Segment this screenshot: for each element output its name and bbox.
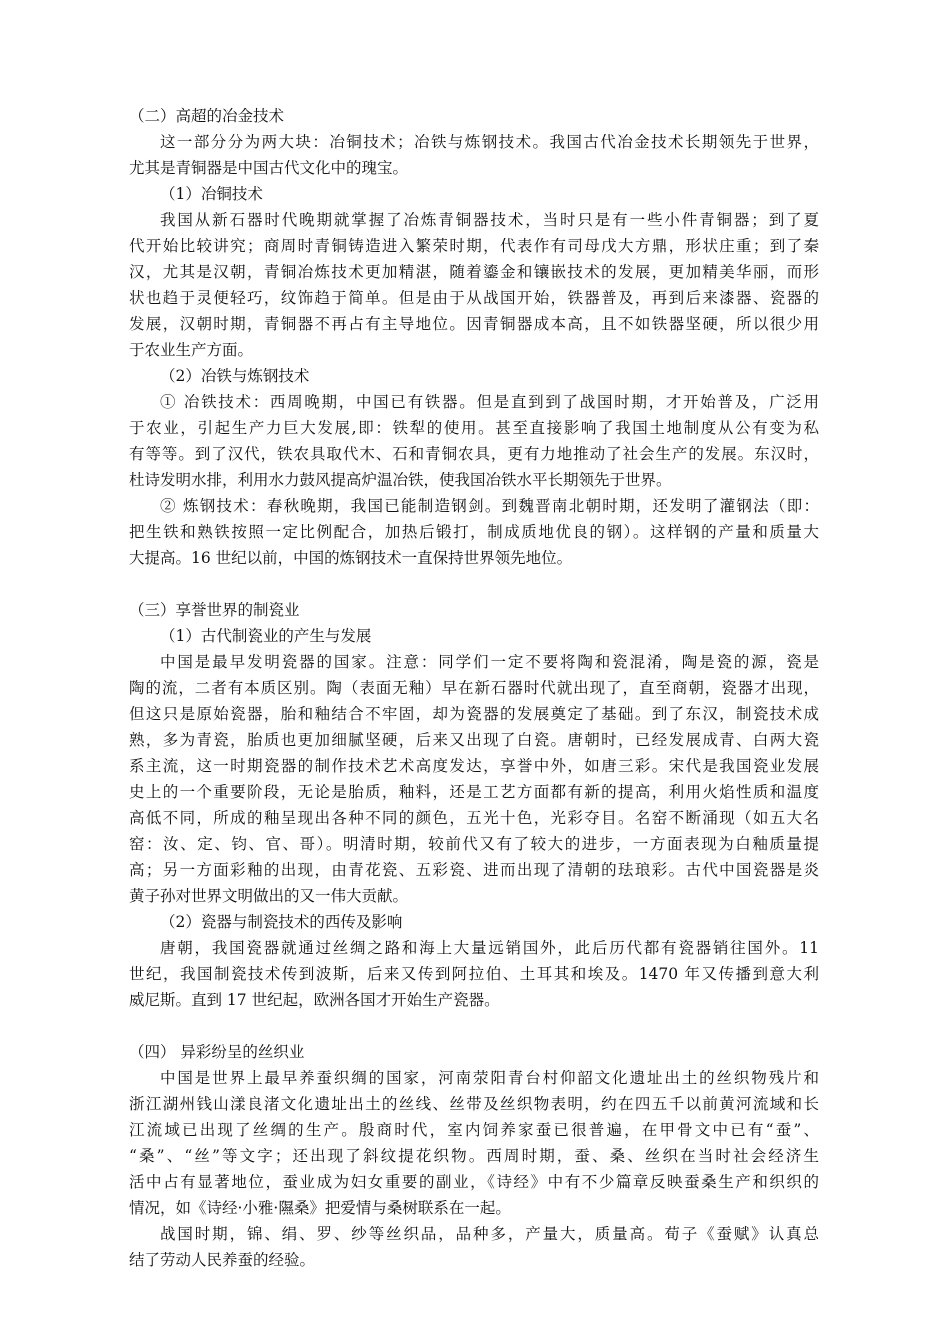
paragraph-line: ② 炼钢技术：春秋晚期，我国已能制造钢剑。到魏晋南北朝时期，还发明了灌钢法（即： — [160, 497, 819, 515]
paragraph-line: 但这只是原始瓷器，胎和釉结合不牢固，却为瓷器的发展奠定了基础。到了东汉，制瓷技术成 — [129, 705, 819, 723]
section3-sub2-heading: （2）瓷器与制瓷技术的西传及影响 — [160, 913, 403, 931]
paragraph-line: “桑”、“丝”等文字；还出现了斜纹提花织物。西周时期，蚕、桑、丝织在当时社会经济生 — [129, 1147, 819, 1165]
paragraph-line: 活中占有显著地位，蚕业成为妇女重要的副业，《诗经》中有不少篇章反映蚕桑生产和织织的 — [129, 1173, 819, 1191]
paragraph-line: 世纪，我国制瓷技术传到波斯，后来又传到阿拉伯、土耳其和埃及。1470 年又传播到意大利 — [129, 965, 819, 983]
paragraph-line: 黄子孙对世界文明做出的又一伟大贡献。 — [129, 887, 409, 905]
paragraph-line: 熟，多为青瓷，胎质也更加细腻坚硬，后来又出现了白瓷。唐朝时，已经发展成青、白两大瓷 — [129, 731, 819, 749]
paragraph-line: 窑：汝、定、钧、官、哥）。明清时期，较前代又有了较大的进步，一方面表现为白釉质量提 — [129, 835, 819, 853]
paragraph-line: 中国是最早发明瓷器的国家。注意：同学们一定不要将陶和瓷混淆，陶是瓷的源，瓷是 — [160, 653, 819, 671]
paragraph-line: 高；另一方面彩釉的出现，由青花瓷、五彩瓷、进而出现了清朝的珐琅彩。古代中国瓷器是炎 — [129, 861, 819, 879]
paragraph-line: 尤其是青铜器是中国古代文化中的瑰宝。 — [129, 159, 409, 177]
spacer — [129, 571, 819, 597]
paragraph-line: 陶的流，二者有本质区别。陶（表面无釉）早在新石器时代就出现了，直至商朝，瓷器才出现， — [129, 679, 819, 697]
spacer — [129, 1013, 819, 1039]
paragraph-line: 系主流，这一时期瓷器的制作技术艺术高度发达，享誉中外，如唐三彩。宋代是我国瓷业发展 — [129, 757, 819, 775]
document-page — [129, 103, 819, 1273]
section3-sub1-heading: （1）古代制瓷业的产生与发展 — [160, 627, 372, 645]
paragraph-line: 把生铁和熟铁按照一定比例配合，加热后锻打，制成质地优良的钢）。这样钢的产量和质量大 — [129, 523, 819, 541]
paragraph-line: 唐朝，我国瓷器就通过丝绸之路和海上大量远销国外，此后历代都有瓷器销往国外。11 — [160, 939, 819, 957]
section4-heading: （四） 异彩纷呈的丝织业 — [129, 1043, 305, 1061]
paragraph-line: 江流域已出现了丝绸的生产。殷商时代，室内饲养家蚕已很普遍，在甲骨文中已有“蚕”、 — [129, 1121, 819, 1139]
paragraph-line: 史上的一个重要阶段，无论是胎质，釉料，还是工艺方面都有新的提高，利用火焰性质和温度 — [129, 783, 819, 801]
section3-heading: （三）享誉世界的制瓷业 — [129, 601, 300, 619]
paragraph-line: 于农业，引起生产力巨大发展,即：铁犁的使用。甚至直接影响了我国土地制度从公有变为私 — [129, 419, 819, 437]
section2-sub2-heading: （2）冶铁与炼钢技术 — [160, 367, 310, 385]
paragraph-line: 威尼斯。直到 17 世纪起，欧洲各国才开始生产瓷器。 — [129, 991, 500, 1009]
paragraph-line: ① 冶铁技术：西周晚期，中国已有铁器。但是直到到了战国时期，才开始普及，广泛用 — [160, 393, 819, 411]
section2-sub1-heading: （1）冶铜技术 — [160, 185, 263, 203]
paragraph-line: 中国是世界上最早养蚕织绸的国家，河南荥阳青台村仰韶文化遗址出土的丝织物残片和 — [160, 1069, 819, 1087]
paragraph-line: 杜诗发明水排，利用水力鼓风提高炉温冶铁，使我国冶铁水平长期领先于世界。 — [129, 471, 672, 489]
paragraph-line: 这一部分分为两大块：冶铜技术；冶铁与炼钢技术。我国古代冶金技术长期领先于世界， — [160, 133, 819, 151]
paragraph-line: 大提高。16 世纪以前，中国的炼钢技术一直保持世界领先地位。 — [129, 549, 573, 567]
paragraph-line: 于农业生产方面。 — [129, 341, 254, 359]
paragraph-line: 代开始比较讲究；商周时青铜铸造进入繁荣时期，代表作有司母戊大方鼎，形状庄重；到了秦 — [129, 237, 819, 255]
paragraph-line: 高低不同，所成的釉呈现出各种不同的颜色，五光十色，光彩夺目。名窑不断涌现（如五大名 — [129, 809, 819, 827]
paragraph-line: 浙江湖州钱山漾良渚文化遗址出土的丝线、丝带及丝织物表明，约在四五千以前黄河流域和长 — [129, 1095, 819, 1113]
section2-heading: （二）高超的冶金技术 — [129, 107, 285, 125]
paragraph-line: 汉，尤其是汉朝，青铜冶炼技术更加精湛，随着鎏金和镶嵌技术的发展，更加精美华丽，而形 — [129, 263, 819, 281]
paragraph-line: 战国时期，锦、绢、罗、纱等丝织品，品种多，产量大，质量高。荀子《蚕赋》认真总 — [160, 1225, 819, 1243]
paragraph-line: 情况，如《诗经·小雅·隰桑》把爱情与桑树联系在一起。 — [129, 1199, 511, 1217]
paragraph-line: 结了劳动人民养蚕的经验。 — [129, 1251, 316, 1269]
paragraph-line: 发展，汉朝时期，青铜器不再占有主导地位。因青铜器成本高，且不如铁器坚硬，所以很少用 — [129, 315, 819, 333]
paragraph-line: 有等等。到了汉代，铁农具取代木、石和青铜农具，更有力地推动了社会生产的发展。东汉时， — [129, 445, 819, 463]
paragraph-line: 状也趋于灵便轻巧，纹饰趋于简单。但是由于从战国开始，铁器普及，再到后来漆器、瓷器的 — [129, 289, 819, 307]
paragraph-line: 我国从新石器时代晚期就掌握了冶炼青铜器技术，当时只是有一些小件青铜器；到了夏 — [160, 211, 819, 229]
